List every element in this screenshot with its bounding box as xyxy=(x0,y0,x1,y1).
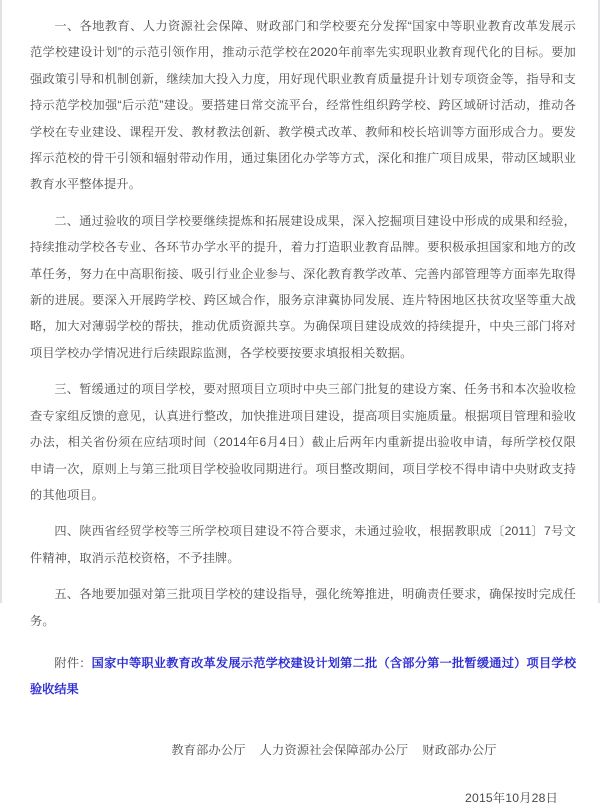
signature-dept-education: 教育部办公厅 xyxy=(171,742,246,757)
paragraph-item-five: 五、各地要加强对第三批项目学校的建设指导，强化统筹推进，明确责任要求，确保按时完成任务。 xyxy=(30,587,576,628)
attachment-label: 附件： xyxy=(54,655,92,670)
paragraph-item-one: 一、各地教育、人力资源社会保障、财政部门和学校要充分发挥“国家中等职业教育改革发展示范学校建设计划”的示范引领作用，推动示范学校在2020年前率先实现职业教育现代化的目标。要加强政策引导和机制创新，继续加大投入力度，用好现代职业教育质量提升计划专项资金等，指导和支持示范学校加强“后示范”建设。要搭建日常交流平台，经常性组织跨学校、跨区域研讨活动，推动各学校在专业建设、课程开发、教材教法创新、教学模式改革、教师和校长培训等方面形成合力。要发挥示范校的骨干引领和辐射带动作用，通过集团化办学等方式，深化和推广项目成果，带动区域职业教育水平整体提升。 xyxy=(30,19,576,192)
document-date: 2015年10月28日 xyxy=(465,790,558,805)
document-body xyxy=(2,0,598,805)
paragraph-item-four: 四、陕西省经贸学校等三所学校项目建设不符合要求，未通过验收，根据教职成〔2011〕7号文件精神，取消示范校资格，不予挂牌。 xyxy=(30,524,576,565)
attachment-line xyxy=(30,650,576,703)
signature-dept-finance: 财政部办公厅 xyxy=(422,742,497,757)
attachment-link[interactable]: 国家中等职业教育改革发展示范学校建设计划第二批（含部分第一批暂缓通过）项目学校验收结果 xyxy=(30,655,577,697)
paragraph-item-three: 三、暂缓通过的项目学校，要对照项目立项时中央三部门批复的建设方案、任务书和本次验收检查专家组反馈的意见，认真进行整改，加快推进项目建设，提高项目实施质量。根据项目管理和验收办法，相关省份须在应结项时间（2014年6月4日）截止后两年内重新提出验收申请，每所学校仅限申请一次，原则上与第三批项目学校验收同期进行。项目整改期间，项目学校不得申请中央财政支持的其他项目。 xyxy=(30,382,576,502)
paragraph-item-two: 二、通过验收的项目学校要继续提炼和拓展建设成果，深入挖掘项目建设中形成的成果和经验，持续推动学校各专业、各环节办学水平的提升，着力打造职业教育品牌。要积极承担国家和地方的改革任务，努力在中高职衔接、吸引行业企业参与、深化教育教学改革、完善内部管理等方面率先取得新的进展。要深入开展跨学校、跨区域合作，服务京津冀协同发展、连片特困地区扶贫攻坚等重大战略，加大对薄弱学校的帮扶，推动优质资源共享。为确保项目建设成效的持续提升，中央三部门将对项目学校办学情况进行后续跟踪监测，各学校要按要求填报相关数据。 xyxy=(30,213,576,360)
signature-line xyxy=(30,737,590,763)
signature-dept-human-resources: 人力资源社会保障部办公厅 xyxy=(259,742,409,757)
